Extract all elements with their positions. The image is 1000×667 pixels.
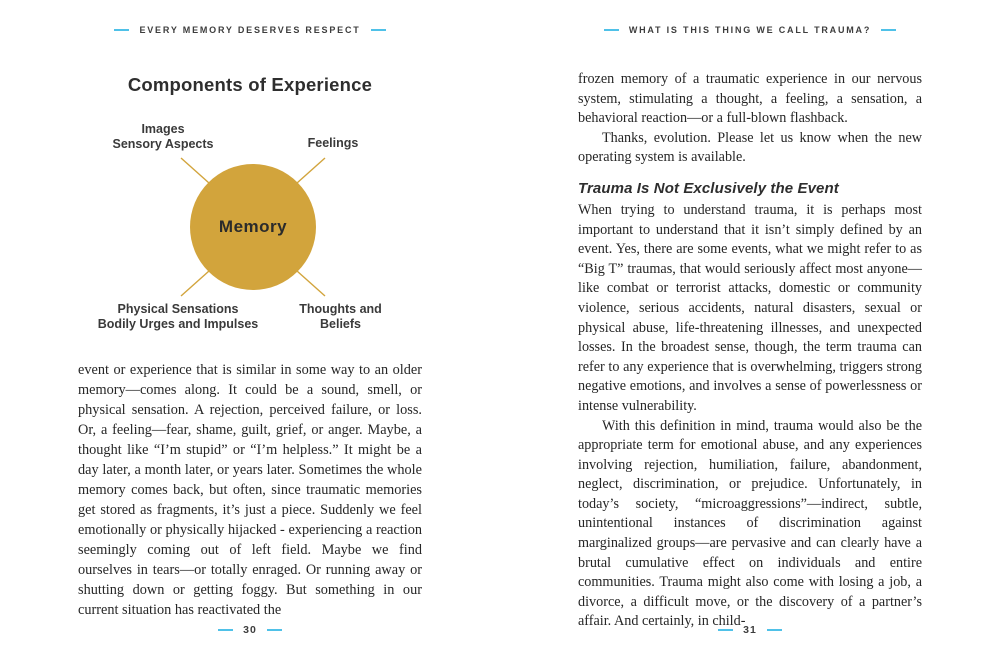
page-title: Components of Experience [127, 74, 373, 95]
body-paragraph: event or experience that is similar in some way to an older memory—comes along. It could be a sound, smell, or physical sensation. A rejection, perceived failure, or loss. Or, a feeling—fear, shame, guilt, grief, or anger. Maybe, a thought like “I’m stupid” or “I’m helpless.” It might be a day later, a month later, or years later. Sometimes the whole memory comes back, but often, since traumatic memories get stored as fragments, it’s just a piece. Suddenly we feel emotionally or physically hijacked - experiencing a reaction seemingly coming out of left field. Maybe we find ourselves in tears—or totally enraged. Or running away or shutting down or getting foggy. But something in our current situation has reactivated the [78, 362, 422, 618]
section-subhead: Trauma Is Not Exclusively the Event [578, 179, 839, 197]
spoke-label-line: Feelings [307, 136, 359, 150]
right-page [578, 0, 922, 667]
memory-circle-label: Memory [218, 217, 288, 236]
running-head-dash-right [881, 29, 896, 31]
spoke-label-feelings [263, 136, 403, 151]
body-paragraph: Thanks, evolution. Please let us know when the new operating system is available. [578, 129, 922, 166]
spoke-label-line: Sensory Aspects [112, 136, 214, 151]
body-paragraph: With this definition in mind, trauma would also be the appropriate term for emotional abuse, and any experiences involving rejection, humiliation, failure, abandonment, neglect, discrimination, or prejudice. Unfortunately, in today’s society, “microaggressions”—indirect, subtle, unintentional instances of discrimination against marginalized groups—are pervasive and can clearly have a brutal cumulative effect on individuals and entire communities. Trauma might also come with losing a job, a divorce, a difficult move, or the discovery of a partner’s affair. And certainly, in child- [578, 417, 922, 630]
body-paragraph: When trying to understand trauma, it is perhaps most important to understand that it isn’t simply defined by an event. Yes, there are some events, what we might refer to as “Big T” traumas, that would seriously affect most anyone—like combat or terrorist attacks, domestic or community violence, serious accidents, natural disasters, sexual or physical abuse, life-threatening illnesses, and unexpected losses. In the broadest sense, though, the term trauma can refer to any experience that is overwhelming, triggers strong negative emotions, and involves a sense of powerlessness or intense vulnerability. [578, 201, 922, 414]
right-running-head [578, 25, 922, 35]
diagram-spoke-line-bottom-right [297, 271, 325, 296]
right-page-footer [578, 624, 922, 636]
spoke-label-line: Images [141, 122, 185, 136]
diagram-spoke-line-top-left [181, 158, 209, 183]
left-page-body [78, 360, 422, 620]
spoke-label-physical-sensations [78, 302, 278, 331]
spoke-label-images-sensory [78, 122, 248, 151]
spoke-label-line: Physical Sensations [117, 302, 239, 316]
left-page-number: 30 [243, 624, 257, 636]
left-page [78, 0, 422, 667]
left-running-head [78, 25, 422, 35]
footer-dash-left [218, 629, 233, 631]
spoke-label-thoughts-beliefs [258, 302, 423, 331]
spoke-label-line: Thoughts and [299, 302, 382, 316]
running-head-dash-left [114, 29, 129, 31]
diagram-spoke-line-bottom-left [181, 271, 209, 296]
left-running-head-text: EVERY MEMORY DESERVES RESPECT [139, 25, 361, 35]
body-paragraph: frozen memory of a traumatic experience in our nervous system, stimulating a thought, a feeling, a sensation, a behavioral reaction—or a full-blown flashback. [578, 71, 922, 127]
running-head-dash-left [604, 29, 619, 31]
right-page-body [578, 70, 922, 632]
footer-dash-left [718, 629, 733, 631]
right-page-number: 31 [743, 624, 757, 636]
spoke-label-line: Beliefs [320, 316, 361, 331]
footer-dash-right [767, 629, 782, 631]
footer-dash-right [267, 629, 282, 631]
diagram-spoke-line-top-right [297, 158, 325, 183]
memory-diagram [78, 113, 422, 359]
spoke-label-line: Bodily Urges and Impulses [97, 316, 259, 331]
left-page-footer [78, 624, 422, 636]
right-running-head-text: WHAT IS THIS THING WE CALL TRAUMA? [628, 25, 872, 35]
running-head-dash-right [371, 29, 386, 31]
